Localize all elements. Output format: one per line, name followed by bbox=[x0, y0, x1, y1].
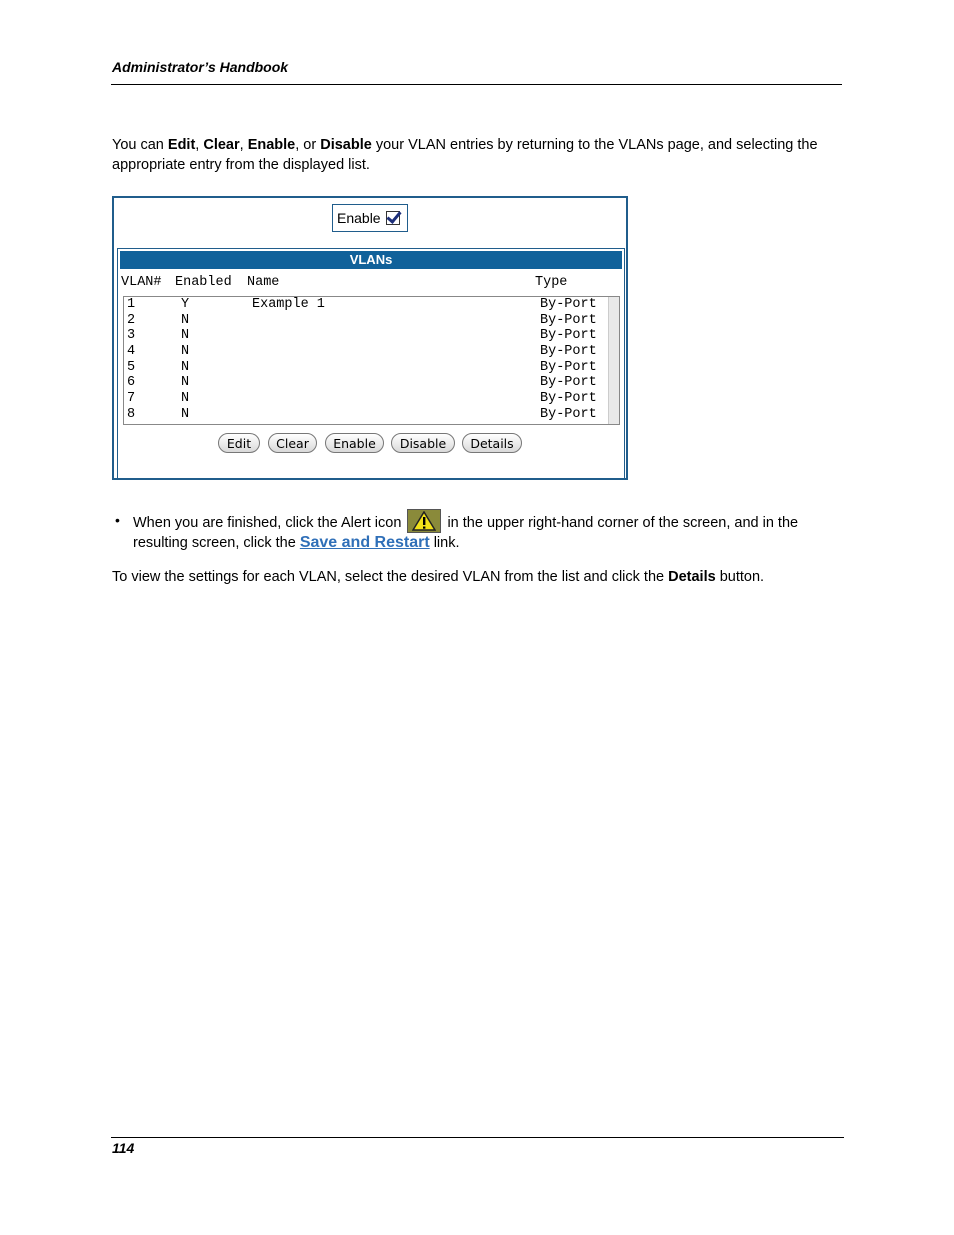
cell-num: 8 bbox=[127, 406, 136, 422]
cell-num: 4 bbox=[127, 344, 136, 360]
vlans-title-bar: VLANs bbox=[120, 251, 622, 269]
cell-num: 2 bbox=[127, 312, 136, 328]
page-number: 114 bbox=[112, 1140, 135, 1156]
enable-button[interactable]: Enable bbox=[325, 433, 384, 453]
action-buttons bbox=[118, 433, 624, 455]
cell-enabled: N bbox=[181, 312, 190, 328]
list-item[interactable] bbox=[127, 391, 607, 407]
cell-enabled: N bbox=[181, 406, 190, 422]
cell-enabled: N bbox=[181, 375, 190, 391]
cell-enabled: N bbox=[181, 344, 190, 360]
bullet-paragraph: When you are finished, click the Alert icon in the upper right-hand corner of the screen, and in the resulting screen, click the Save and Restart link. bbox=[133, 509, 845, 553]
vlan-screenshot-panel bbox=[112, 196, 628, 480]
cell-type: By-Port bbox=[540, 375, 597, 391]
cell-enabled: Y bbox=[181, 297, 190, 312]
cell-type: By-Port bbox=[540, 312, 597, 328]
details-paragraph: To view the settings for each VLAN, select the desired VLAN from the list and click the Details button. bbox=[112, 569, 765, 585]
details-button[interactable]: Details bbox=[462, 433, 522, 453]
alert-icon bbox=[407, 509, 441, 533]
cell-type: By-Port bbox=[540, 406, 597, 422]
footer-rule bbox=[111, 1137, 844, 1138]
cell-num: 3 bbox=[127, 328, 136, 344]
list-item[interactable] bbox=[127, 407, 607, 423]
list-item[interactable] bbox=[127, 360, 607, 376]
list-item[interactable] bbox=[127, 328, 607, 344]
header-rule bbox=[111, 84, 842, 85]
cell-num: 1 bbox=[127, 297, 136, 312]
list-item[interactable] bbox=[127, 313, 607, 329]
cell-type: By-Port bbox=[540, 344, 597, 360]
cell-type: By-Port bbox=[540, 359, 597, 375]
bullet-marker: • bbox=[115, 512, 120, 528]
cell-enabled: N bbox=[181, 328, 190, 344]
cell-num: 5 bbox=[127, 359, 136, 375]
cell-num: 6 bbox=[127, 375, 136, 391]
enable-label: Enable bbox=[337, 210, 381, 226]
list-item[interactable] bbox=[127, 297, 607, 313]
vlans-section bbox=[117, 248, 625, 479]
vlan-list[interactable] bbox=[123, 296, 620, 425]
cell-type: By-Port bbox=[540, 328, 597, 344]
clear-button[interactable]: Clear bbox=[268, 433, 317, 453]
list-item[interactable] bbox=[127, 375, 607, 391]
cell-enabled: N bbox=[181, 359, 190, 375]
cell-num: 7 bbox=[127, 391, 136, 407]
enable-toggle[interactable] bbox=[332, 204, 408, 232]
column-header-type: Type bbox=[535, 275, 568, 290]
list-scrollbar[interactable] bbox=[608, 297, 619, 424]
list-item[interactable] bbox=[127, 344, 607, 360]
column-header-enabled: Enabled bbox=[175, 275, 232, 290]
cell-name: Example 1 bbox=[252, 297, 325, 312]
cell-enabled: N bbox=[181, 391, 190, 407]
save-and-restart-link[interactable]: Save and Restart bbox=[299, 534, 430, 551]
intro-paragraph: You can Edit, Clear, Enable, or Disable your VLAN entries by returning to the VLANs page, and selecting the appropriate entry from the displayed list. bbox=[112, 137, 818, 173]
cell-type: By-Port bbox=[540, 297, 597, 312]
edit-button[interactable]: Edit bbox=[218, 433, 260, 453]
column-header-vlan: VLAN# bbox=[121, 275, 162, 290]
running-header: Administrator’s Handbook bbox=[112, 59, 289, 75]
enable-checkbox[interactable] bbox=[386, 211, 400, 225]
cell-type: By-Port bbox=[540, 391, 597, 407]
disable-button[interactable]: Disable bbox=[391, 433, 455, 453]
column-header-name: Name bbox=[247, 275, 280, 290]
